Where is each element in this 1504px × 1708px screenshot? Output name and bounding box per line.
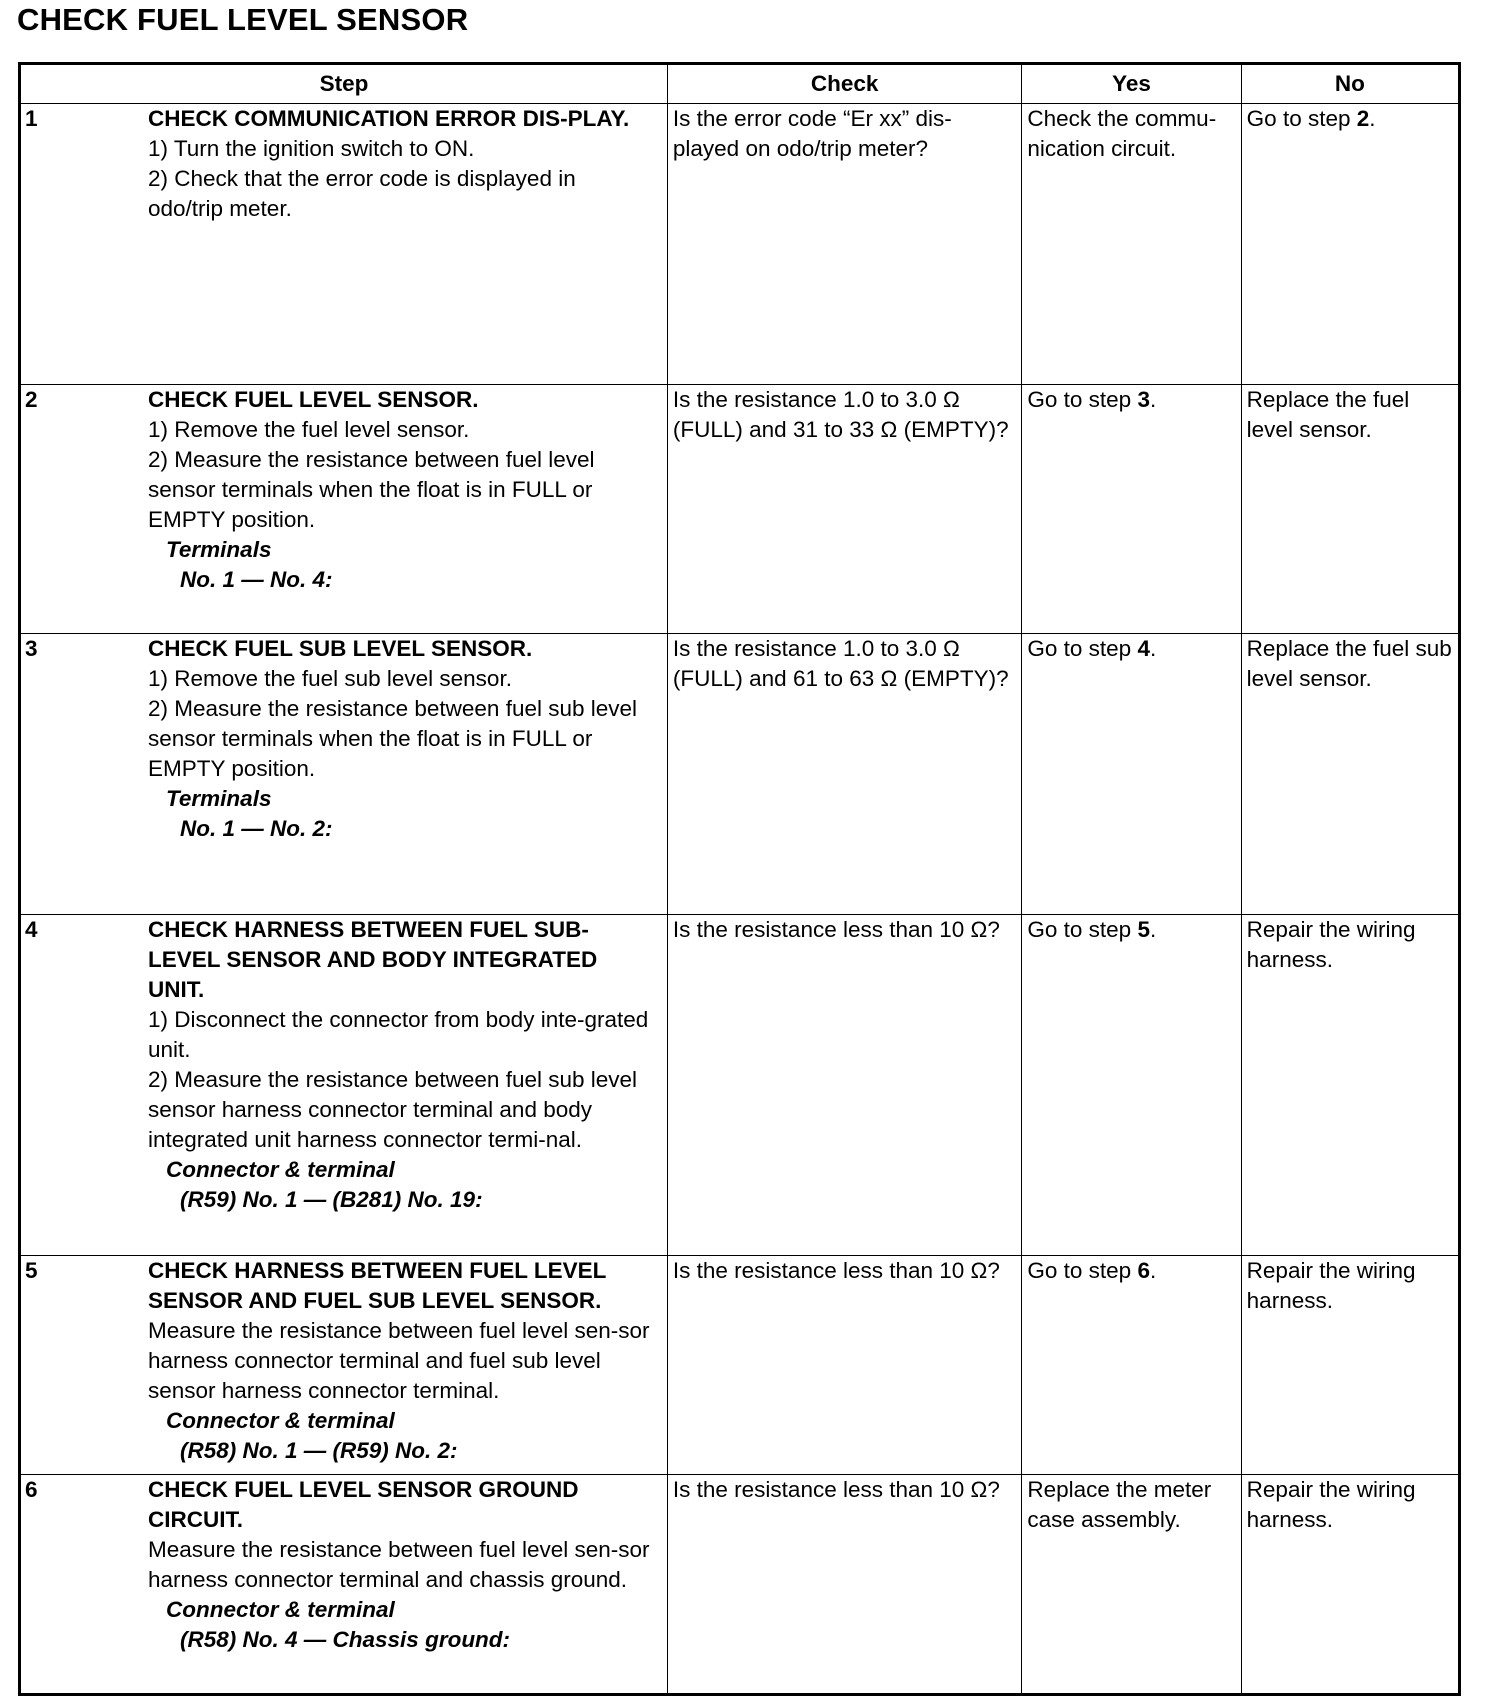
step-line: 2) Measure the resistance between fuel sub level sensor harness connector terminal and body integrated unit harness connector termi-nal.	[148, 1067, 638, 1152]
yes-text: Replace the meter case assembly.	[1027, 1477, 1212, 1532]
table-row	[20, 915, 1460, 1256]
yes-step-ref: 6	[1137, 1258, 1150, 1283]
step-cell	[20, 104, 668, 385]
spec-value: (R58) No. 1 — (R59) No. 2:	[180, 1438, 458, 1463]
spec-label: Terminals	[166, 537, 272, 562]
yes-text: Go to step	[1027, 387, 1138, 412]
table-row	[20, 634, 1460, 915]
step-heading: CHECK FUEL SUB LEVEL SENSOR.	[148, 636, 533, 661]
no-cell	[1241, 1256, 1459, 1475]
yes-text: Go to step	[1027, 636, 1138, 661]
yes-cell: Go to step 5.	[1022, 915, 1241, 1256]
step-cell	[20, 1475, 668, 1695]
spec-label: Terminals	[166, 786, 272, 811]
step-line: 2) Measure the resistance between fuel level sensor terminals when the float is in FULL or EMPTY position.	[148, 447, 595, 532]
check-cell: Is the resistance 1.0 to 3.0 Ω (FULL) and 31 to 33 Ω (EMPTY)?	[667, 385, 1021, 634]
spec-value: No. 1 — No. 4:	[180, 567, 333, 592]
step-number: 5	[25, 1258, 38, 1283]
yes-cell: Go to step 3.	[1022, 385, 1241, 634]
header-check: Check	[667, 64, 1021, 104]
check-cell: Is the error code “Er xx” dis-played on odo/trip meter?	[667, 104, 1021, 385]
yes-step-ref: 3	[1137, 387, 1150, 412]
step-line: 2) Check that the error code is displayed in odo/trip meter.	[148, 166, 576, 221]
spec-label: Connector & terminal	[166, 1597, 395, 1622]
step-number: 1	[25, 106, 38, 131]
spec-label: Connector & terminal	[166, 1157, 395, 1182]
header-step: Step	[20, 64, 668, 104]
check-cell: Is the resistance less than 10 Ω?	[667, 1475, 1021, 1695]
yes-cell: Go to step 4.	[1022, 634, 1241, 915]
step-heading: CHECK HARNESS BETWEEN FUEL SUB-LEVEL SENSOR AND BODY INTEGRATED UNIT.	[148, 917, 598, 1002]
spec-value: (R59) No. 1 — (B281) No. 19:	[180, 1187, 483, 1212]
step-heading: CHECK COMMUNICATION ERROR DIS-PLAY.	[148, 106, 630, 131]
no-text: Repair the wiring harness.	[1246, 1477, 1416, 1532]
step-line: 1) Remove the fuel sub level sensor.	[148, 666, 512, 691]
spec-value: No. 1 — No. 2:	[180, 816, 333, 841]
step-number: 6	[25, 1477, 38, 1502]
yes-cell: Go to step 6.	[1022, 1256, 1241, 1475]
spec-value: (R58) No. 4 — Chassis ground:	[180, 1627, 511, 1652]
yes-cell	[1022, 104, 1241, 385]
yes-text: Go to step	[1027, 1258, 1138, 1283]
header-no: No	[1241, 64, 1459, 104]
step-heading: CHECK FUEL LEVEL SENSOR.	[148, 387, 479, 412]
no-text: Repair the wiring harness.	[1246, 917, 1416, 972]
no-text: Replace the fuel level sensor.	[1246, 387, 1410, 442]
table-header-row	[20, 64, 1460, 104]
table-row	[20, 104, 1460, 385]
check-cell: Is the resistance less than 10 Ω?	[667, 1256, 1021, 1475]
no-text-end: .	[1369, 106, 1376, 131]
yes-step-ref: 5	[1137, 917, 1150, 942]
yes-step-ref: 4	[1137, 636, 1150, 661]
no-text: Go to step	[1246, 106, 1357, 131]
table-row	[20, 385, 1460, 634]
no-text: Replace the fuel sub level sensor.	[1246, 636, 1452, 691]
no-cell	[1241, 385, 1459, 634]
step-cell	[20, 385, 668, 634]
yes-text: Check the commu-nication circuit.	[1027, 106, 1217, 161]
no-cell	[1241, 915, 1459, 1256]
step-line: Measure the resistance between fuel level sen-sor harness connector terminal and chassis ground.	[148, 1537, 650, 1592]
step-heading: CHECK HARNESS BETWEEN FUEL LEVEL SENSOR AND FUEL SUB LEVEL SENSOR.	[148, 1258, 606, 1313]
step-number: 4	[25, 917, 38, 942]
no-step-ref: 2	[1356, 106, 1370, 131]
step-cell	[20, 1256, 668, 1475]
no-cell	[1241, 104, 1459, 385]
no-cell	[1241, 634, 1459, 915]
step-line: 2) Measure the resistance between fuel sub level sensor terminals when the float is in FULL or EMPTY position.	[148, 696, 638, 781]
no-cell	[1241, 1475, 1459, 1695]
yes-text: Go to step	[1027, 917, 1138, 942]
yes-cell	[1022, 1475, 1241, 1695]
header-yes: Yes	[1022, 64, 1241, 104]
step-cell	[20, 915, 668, 1256]
table-row	[20, 1256, 1460, 1475]
diagnostic-table	[18, 62, 1461, 1696]
check-cell: Is the resistance less than 10 Ω?	[667, 915, 1021, 1256]
step-heading: CHECK FUEL LEVEL SENSOR GROUND CIRCUIT.	[148, 1477, 579, 1532]
step-line: Measure the resistance between fuel level sen-sor harness connector terminal and fuel sub level sensor harness connector terminal.	[148, 1318, 650, 1403]
step-number: 3	[25, 636, 38, 661]
step-number: 2	[25, 387, 38, 412]
spec-label: Connector & terminal	[166, 1408, 395, 1433]
step-line: 1) Remove the fuel level sensor.	[148, 417, 470, 442]
table-row	[20, 1475, 1460, 1695]
no-text: Repair the wiring harness.	[1246, 1258, 1416, 1313]
check-cell: Is the resistance 1.0 to 3.0 Ω (FULL) and 61 to 63 Ω (EMPTY)?	[667, 634, 1021, 915]
step-line: 1) Disconnect the connector from body inte-grated unit.	[148, 1007, 649, 1062]
page-title: CHECK FUEL LEVEL SENSOR	[17, 2, 469, 37]
step-cell	[20, 634, 668, 915]
step-line: 1) Turn the ignition switch to ON.	[148, 136, 475, 161]
